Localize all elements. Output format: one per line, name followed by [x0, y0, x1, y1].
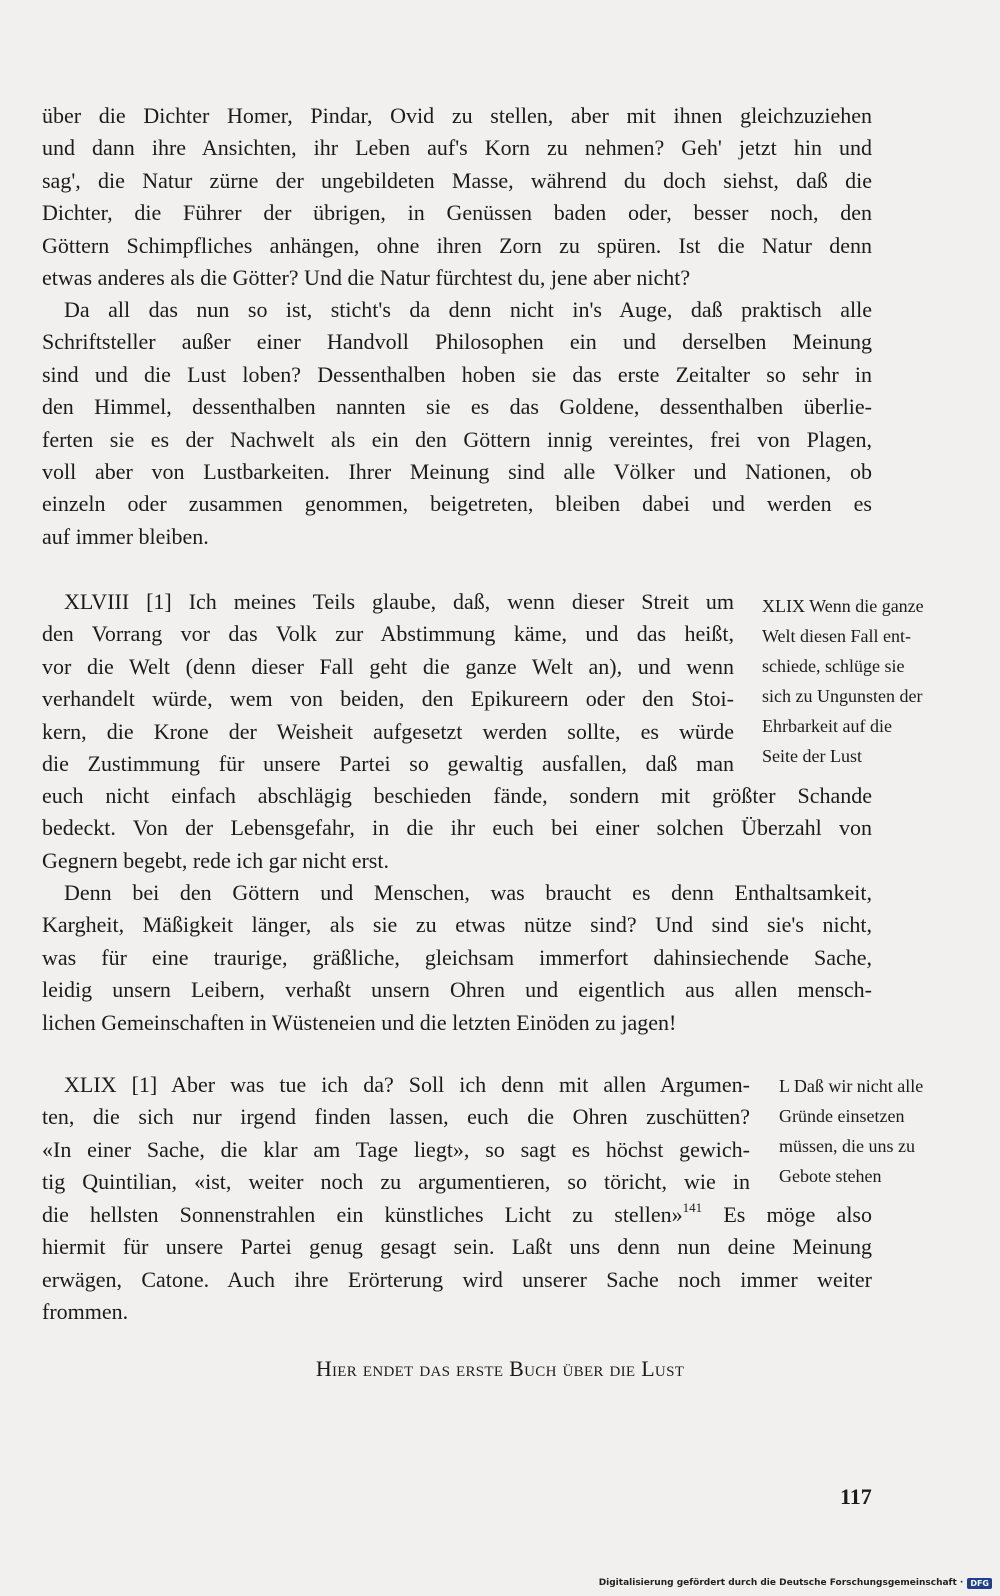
text-line: erwägen, Catone. Auch ihre Erörterung wird unserer Sache noch immer weiter: [42, 1266, 872, 1292]
margin-line: Ehrbarkeit auf die: [762, 716, 892, 736]
text-line: auf immer bleiben.: [42, 523, 209, 549]
margin-line: müssen, die uns zu: [779, 1136, 915, 1156]
text-line: die Zustimmung für unsere Partei so gewaltig ausfallen, daß man: [42, 751, 734, 777]
section-end-title: Hier endet das erste Buch über die Lust: [315, 1356, 685, 1381]
text-line: sag', die Natur zürne der ungebildeten Masse, während du doch siehst, daß die: [42, 167, 872, 193]
text-line: Gegnern begebt, rede ich gar nicht erst.: [42, 847, 389, 873]
paragraph-3-wide: [42, 780, 872, 877]
margin-line: Seite der Lust: [762, 746, 862, 766]
margin-line: XLIX Wenn die ganze: [762, 596, 924, 616]
text-line: XLIX [1] Aber was tue ich da? Soll ich denn mit allen Argumen-: [64, 1072, 750, 1097]
text-line: Schriftsteller außer einer Handvoll Philosophen ein und derselben Meinung: [42, 329, 872, 355]
footnote-line-end: Es möge also: [702, 1202, 872, 1227]
text-line: tig Quintilian, «ist, weiter noch zu argumentieren, so töricht, wie in: [42, 1169, 750, 1195]
text-line: den Himmel, dessenthalben nannten sie es das Goldene, dessenthalben überlie-: [42, 394, 872, 420]
paragraph-5-wide: [42, 1199, 872, 1329]
text-line: verhandelt würde, wem von beiden, den Epikureern oder den Stoi-: [42, 686, 734, 712]
footnote-reference[interactable]: 141: [682, 1200, 703, 1215]
text-line: Göttern Schimpfliches anhängen, ohne ihren Zorn zu spüren. Ist die Natur denn: [42, 232, 872, 258]
text-line: bedeckt. Von der Lebensgefahr, in die ihr euch bei einer solchen Überzahl von: [42, 815, 872, 841]
text-line: sind und die Lust loben? Dessenthalben hoben sie das erste Zeitalter so sehr in: [42, 361, 872, 387]
paragraph-2: [42, 294, 872, 553]
dfg-logo-icon[interactable]: DFG: [967, 1578, 992, 1589]
text-line: «In einer Sache, die klar am Tage liegt», so sagt es höchst gewich-: [42, 1136, 750, 1162]
text-line: was für eine traurige, gräßliche, gleichsam immerfort dahinsiechende Sache,: [42, 944, 872, 970]
text-line: den Vorrang vor das Volk zur Abstimmung käme, und das heißt,: [42, 621, 734, 647]
text-line: etwas anderes als die Götter? Und die Natur fürchtest du, jene aber nicht?: [42, 265, 691, 291]
margin-line: Gebote stehen: [779, 1166, 882, 1186]
text-line: leidig unsern Leibern, verhaßt unsern Ohren und eigentlich aus allen mensch-: [42, 977, 872, 1003]
text-line: Kargheit, Mäßigkeit länger, als sie zu etwas nütze sind? Und sind sie's nicht,: [42, 912, 872, 938]
digitization-footer: [599, 1576, 992, 1590]
margin-note-2: [779, 1071, 923, 1191]
text-line: und dann ihre Ansichten, ihr Leben auf's Korn zu nehmen? Geh' jetzt hin und: [42, 135, 872, 161]
text-line: Da all das nun so ist, sticht's da denn nicht in's Auge, daß praktisch alle: [64, 297, 872, 322]
text-line: Denn bei den Göttern und Menschen, was braucht es denn Enthaltsamkeit,: [64, 880, 872, 905]
paragraph-5-narrow: [42, 1069, 750, 1199]
paragraph-3-narrow: [42, 586, 734, 780]
margin-line: Gründe einsetzen: [779, 1106, 905, 1126]
margin-line: Welt diesen Fall ent-: [762, 626, 912, 646]
text-line: einzeln oder zusammen genommen, beigetreten, bleiben dabei und werden es: [42, 491, 872, 517]
page-number: 117: [840, 1484, 872, 1509]
text-line: Dichter, die Führer der übrigen, in Genüssen baden oder, besser noch, den: [42, 200, 872, 226]
text-line-with-footnote: [42, 1199, 872, 1231]
text-line: vor die Welt (denn dieser Fall geht die ganze Welt an), und wenn: [42, 653, 734, 679]
paragraph-1: [42, 100, 872, 294]
text-line: hiermit für unsere Partei genug gesagt sein. Laßt uns denn nun deine Meinung: [42, 1234, 872, 1260]
text-line: euch nicht einfach abschlägig beschieden fände, sondern mit größter Schande: [42, 783, 872, 808]
margin-line: schiede, schlüge sie: [762, 656, 905, 676]
margin-line: sich zu Ungunsten der: [762, 686, 923, 706]
text-line: XLVIII [1] Ich meines Teils glaube, daß, wenn dieser Streit um: [64, 589, 734, 614]
text-line: ten, die sich nur irgend finden lassen, euch die Ohren zuschütten?: [42, 1104, 750, 1130]
footer-text: Digitalisierung gefördert durch die Deutsche Forschungsgemeinschaft ·: [598, 1578, 964, 1588]
paragraph-4: [42, 877, 872, 1039]
text-line: frommen.: [42, 1299, 129, 1325]
text-line: lichen Gemeinschaften in Wüsteneien und die letzten Einöden zu jagen!: [42, 1009, 677, 1035]
margin-note-1: [762, 591, 924, 771]
margin-line: L Daß wir nicht alle: [779, 1076, 924, 1096]
text-line: kern, die Krone der Weisheit aufgesetzt werden sollte, es würde: [42, 718, 734, 744]
text-line: voll aber von Lustbarkeiten. Ihrer Meinung sind alle Völker und Nationen, ob: [42, 459, 872, 485]
text-line: ferten sie es der Nachwelt als ein den Göttern innig vereintes, frei von Plagen,: [42, 426, 872, 452]
text-line: über die Dichter Homer, Pindar, Ovid zu stellen, aber mit ihnen gleichzuziehen: [42, 103, 872, 128]
footnote-line-start: die hellsten Sonnenstrahlen ein künstliches Licht zu stellen»: [42, 1202, 683, 1227]
